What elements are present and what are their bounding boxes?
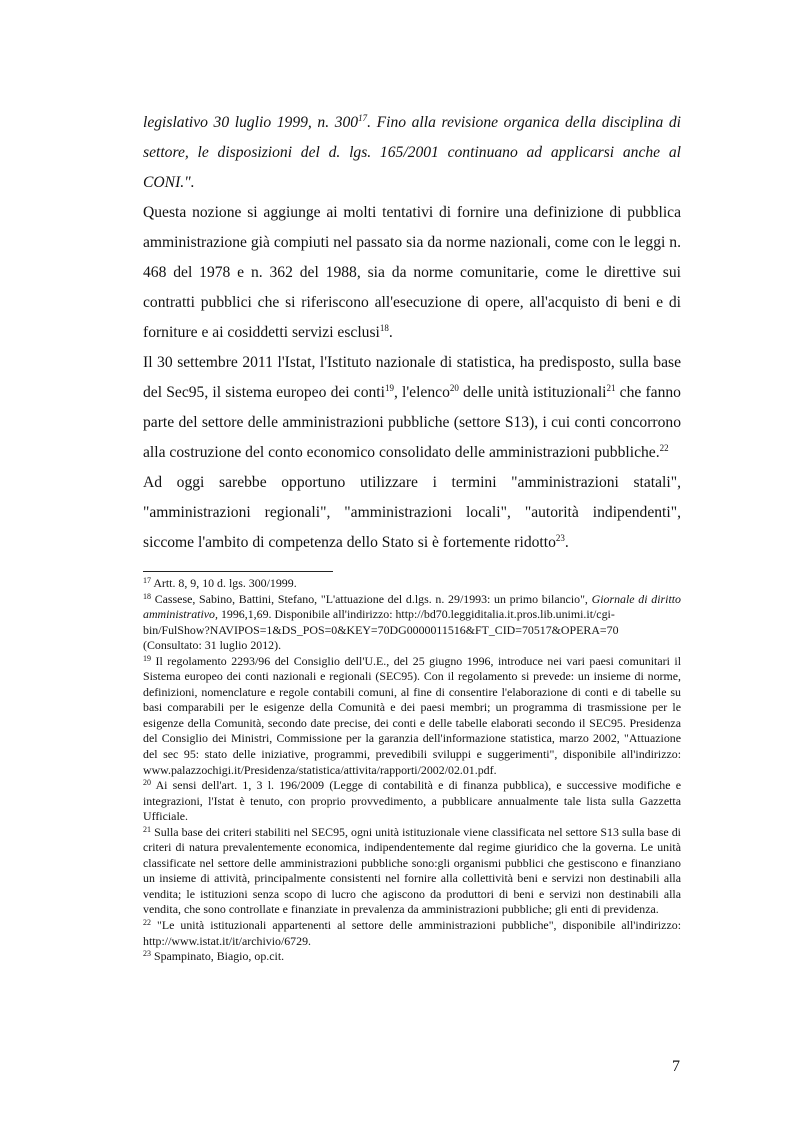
- footnote-text: Il regolamento 2293/96 del Consiglio dell'U.E., del 25 giugno 1996, introduce nei vari paesi comunitari il Sistema europeo dei conti nazionali e regionali (SEC95). Con il regolamento si prevede: un insieme di norme, definizioni, nomenclature e regole contabili comuni, al fine di consentire l'elaborazione di conti e di tabelle su basi comparabili per le esigenze della Comunità e dei paesi membri; un programma di trasmissione per le esigenze della Comunità, secondo date precise, dei conti e delle tabelle elaborati secondo il SEC95. Presidenza del Consiglio dei Ministri, Commissione per la garanzia dell'informazione statistica, marzo 2002, "Attuazione del sec 95: stato delle iniziative, programmi, prevedibili sviluppi e suggerimenti", disponibile all'indirizzo: www.palazzochigi.it/Presidenza/statistica/attivita/rapporti/2002/02.01.pdf.: [143, 653, 681, 777]
- footnote-ref-19[interactable]: 19: [384, 383, 394, 393]
- paragraph-text: Il 30 settembre 2011 l'Istat, l'Istituto nazionale di statistica, ha predisposto, sulla base del Sec95, il sistema europeo dei conti: [143, 354, 681, 401]
- paragraph-text: , l'elenco: [393, 384, 450, 401]
- footnote-number: 17: [143, 576, 151, 585]
- footnote-text: Cassese, Sabino, Battini, Stefano, "L'attuazione del d.lgs. n. 29/1993: un primo bilancio",: [151, 591, 592, 606]
- paragraph-text: che fanno parte del settore delle amministrazioni pubbliche (settore S13), i cui conti concorrono alla costruzione del conto economico consolidato delle amministrazioni pubbliche.: [143, 384, 681, 461]
- footnote-text: Ai sensi dell'art. 1, 3 l. 196/2009 (Legge di contabilità e di finanza pubblica), e successive modifiche e integrazioni, l'Istat è tenuto, con proprio provvedimento, a pubblicare annualmente tale lista sulla Gazzetta Ufficiale.: [143, 778, 681, 824]
- paragraph-text: Ad oggi sarebbe opportuno utilizzare i termini "amministrazioni statali", "amministrazioni regionali", "amministrazioni locali", "autorità indipendenti", siccome l'ambito di competenza dello Stato si è fortemente ridotto: [143, 474, 681, 551]
- footnote-22: [143, 918, 681, 949]
- page-number: 7: [672, 1058, 680, 1075]
- footnote-19: [143, 654, 681, 778]
- paragraph-text: delle unità istituzionali: [458, 384, 607, 401]
- footnote-ref-17[interactable]: 17: [358, 113, 368, 123]
- footnote-text: "Le unità istituzionali appartenenti al settore delle amministrazioni pubbliche", disponibile all'indirizzo: http://www.istat.it/it/archivio/6729.: [143, 918, 681, 948]
- paragraph-public-administration: [143, 198, 681, 348]
- footnote-text: (Consultato: 31 luglio 2012).: [143, 638, 282, 653]
- footnote-ref-18[interactable]: 18: [379, 323, 389, 333]
- footnote-separator: [143, 571, 333, 572]
- footnote-ref-21[interactable]: 21: [606, 383, 616, 393]
- main-text: [143, 108, 681, 558]
- footnote-17: [143, 576, 681, 592]
- footnote-number: 20: [143, 778, 151, 788]
- quote-text-end: . Fino alla revisione organica della disciplina di settore, le disposizioni del d. lgs. 165/2001 continuano ad applicarsi anche al CONI.".: [143, 114, 681, 191]
- footnote-number: 21: [143, 824, 151, 834]
- footnote-text: 1996,1,69. Disponibile all'indirizzo: http://bd70.leggiditalia.it.pros.lib.unimi.it/cgi-: [217, 607, 615, 622]
- footnote-23: [143, 949, 681, 965]
- footnote-text: Artt. 8, 9, 10 d. lgs. 300/1999.: [151, 576, 297, 590]
- quote-text-start: legislativo 30 luglio 1999, n. 300: [143, 114, 359, 131]
- footnote-21: [143, 825, 681, 918]
- footnote-text: Spampinato, Biagio, op.cit.: [151, 949, 285, 964]
- footnotes: [143, 576, 681, 965]
- footnote-number: 22: [143, 918, 151, 928]
- footnote-number: 18: [143, 591, 151, 601]
- paragraph-istat: [143, 348, 681, 468]
- footnote-ref-20[interactable]: 20: [449, 383, 459, 393]
- footnote-18: [143, 592, 681, 654]
- paragraph-terms: [143, 468, 681, 558]
- footnote-20: [143, 778, 681, 825]
- paragraph-end: .: [388, 324, 393, 341]
- footnote-number: 19: [143, 653, 151, 663]
- footnote-url[interactable]: bin/FulShow?NAVIPOS=1&DS_POS=0&KEY=70DG0000011516&FT_CID=70517&OPERA=70: [143, 622, 619, 637]
- quoted-passage: [143, 108, 681, 198]
- paragraph-end: .: [564, 534, 569, 551]
- footnote-ref-23[interactable]: 23: [555, 533, 565, 543]
- footnote-text: Sulla base dei criteri stabiliti nel SEC95, ogni unità istituzionale viene classificata nel settore S13 sulla base di criteri di natura prevalentemente economica, indipendentemente dal regime giuridico che la governa. Le unità classificate nel settore delle amministrazioni pubbliche sono:gli organismi pubblici che gestiscono e finanziano un insieme di attività, principalmente consistenti nel fornire alla collettività beni e servizi non destinabili alla vendita; le istituzioni senza scopo di lucro che agiscono da produttori di beni e servizi non destinabili alla vendita, che sono controllate e finanziate in prevalenza da amministrazioni pubbliche; gli enti di previdenza.: [143, 824, 681, 917]
- footnote-number: 23: [143, 949, 151, 959]
- paragraph-text: Questa nozione si aggiunge ai molti tentativi di fornire una definizione di pubblica amministrazione già compiuti nel passato sia da norme nazionali, come con le leggi n. 468 del 1978 e n. 362 del 1988, sia da norme comunitarie, come le direttive sui contratti pubblici che si riferiscono all'esecuzione di opere, all'acquisto di beni e di forniture e ai cosiddetti servizi esclusi: [143, 204, 681, 341]
- footnote-ref-22[interactable]: 22: [659, 443, 669, 453]
- journal-title: Giornale di diritto amministrativo,: [143, 591, 681, 622]
